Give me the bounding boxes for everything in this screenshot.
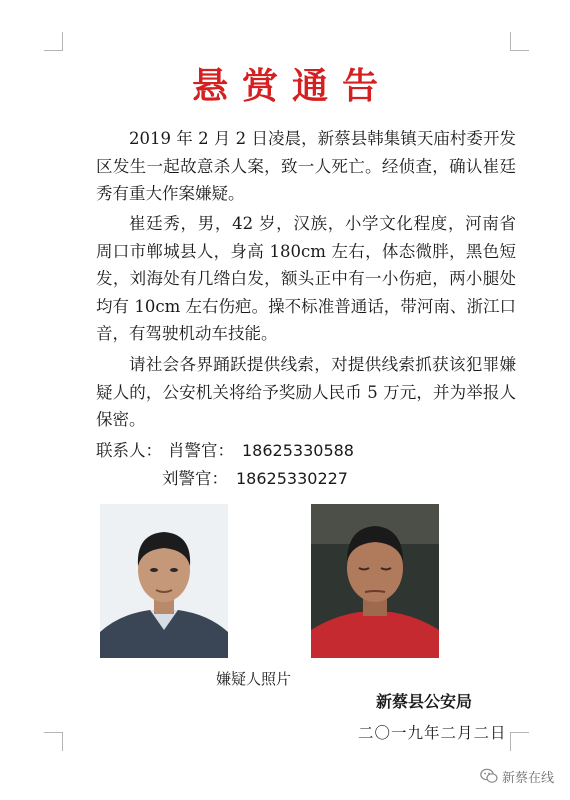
contact-name: 刘警官 (162, 469, 212, 488)
issuer-signature: 新蔡县公安局 (376, 692, 473, 711)
contact-line-2: 刘警官： 18625330227 (162, 466, 348, 492)
suspect-photo-1 (100, 504, 228, 658)
contact-line-1: 联系人： 肖警官： 18625330588 (96, 438, 354, 464)
contact-name: 肖警官 (168, 441, 218, 460)
suspect-photo-2 (311, 504, 439, 658)
issue-date: 二〇一九年二月二日 (358, 724, 507, 742)
corner-mark-bottom-left (44, 732, 63, 751)
corner-mark-bottom-right (510, 732, 529, 751)
photo-caption: 嫌疑人照片 (216, 670, 292, 688)
wechat-bubble-icon (480, 768, 498, 784)
watermark-text: 新蔡在线 (502, 770, 555, 786)
paragraph-reward: 请社会各界踊跃提供线索，对提供线索抓获该犯罪嫌疑人的，公安机关将给予奖励人民币 5 万元，并为举报人保密。 (96, 355, 516, 429)
paragraph-case: 2019 年 2 月 2 日凌晨，新蔡县韩集镇天庙村委开发区发生一起故意杀人案，致一人死亡。经侦查，确认崔廷秀有重大作案嫌疑。 (96, 129, 516, 203)
contacts-label: 联系人 (96, 441, 146, 460)
contact-phone: 18625330227 (236, 469, 348, 488)
corner-mark-top-right (510, 32, 529, 51)
notice-title: 悬赏通告 (191, 65, 392, 107)
corner-mark-top-left (44, 32, 63, 51)
contact-phone: 18625330588 (242, 441, 354, 460)
watermark (480, 766, 554, 786)
paragraph-suspect: 崔廷秀，男，42 岁，汉族，小学文化程度，河南省周口市郸城县人，身高 180cm 左右，体态微胖，黑色短发，刘海处有几绺白发，额头正中有一小伤疤，两小腿处均有 10cm 左右伤疤。操不标准普通话，带河南、浙江口音，有驾驶机动车技能。 (96, 214, 516, 343)
